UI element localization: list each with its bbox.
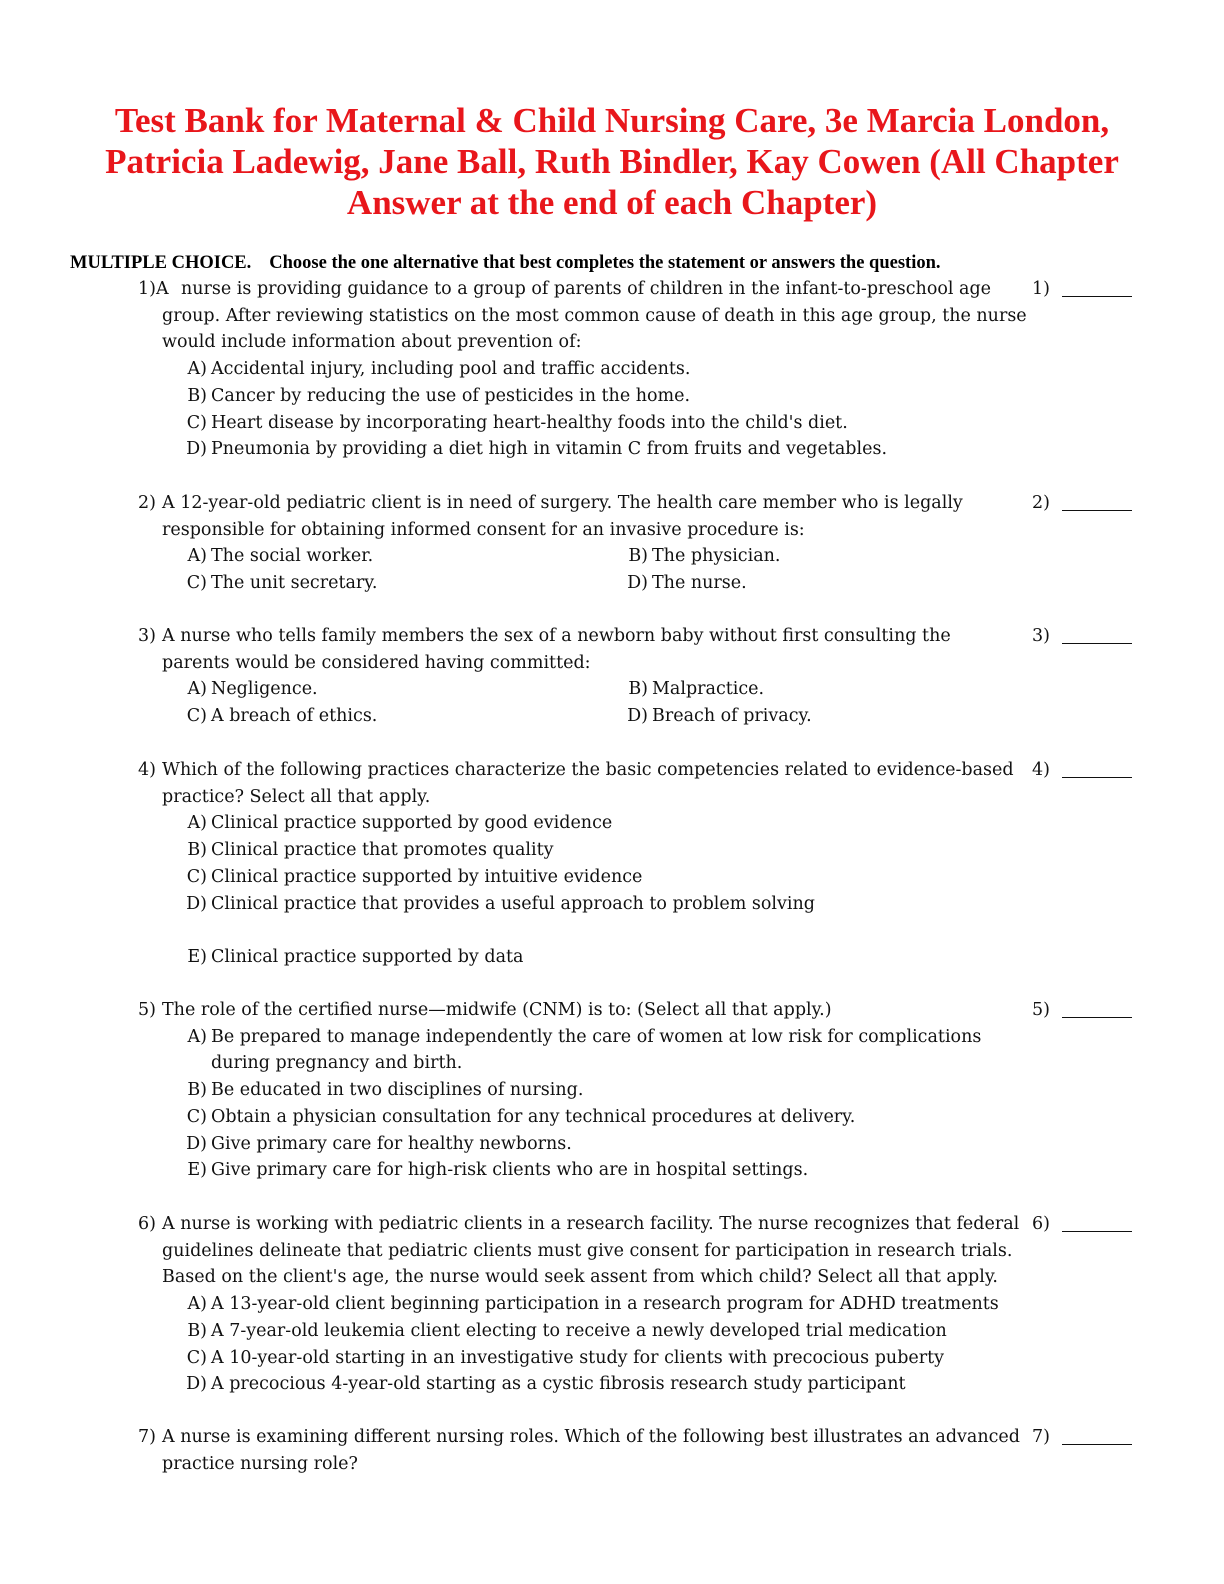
option-d [180,1131,572,1158]
answer-blank[interactable] [1062,296,1132,297]
question-text-line: A nurse is examining different nursing roles. Which of the following best illustrates an advanced [162,1427,1020,1447]
option-letter: A) [187,1294,207,1315]
question-text-line: group. After reviewing statistics on the most common cause of death in this age group, the nurse [162,305,1027,326]
answer-blank[interactable] [1062,1017,1132,1018]
option-text: A 13-year-old client beginning participation in a research program for ADHD treatments [211,1294,999,1315]
option-letter: C) [186,573,207,594]
option-letter: D) [186,893,207,914]
option-text: A precocious 4-year-old starting as a cystic fibrosis research study participant [211,1374,906,1395]
option-a [180,543,373,570]
option-text: Malpractice. [652,679,765,700]
option-text: A 10-year-old starting in an investigative study for clients with precocious puberty [211,1347,945,1368]
option-letter: A) [187,1026,207,1047]
option-text: Clinical practice that provides a useful approach to problem solving [211,893,815,914]
option-a [180,356,690,383]
option-c [180,703,377,730]
question-text-line: nurse is providing guidance to a group of parents of children in the infant-to-preschool age [181,279,992,299]
option-text: The physician. [652,546,781,567]
answer-blank[interactable] [1062,777,1132,778]
option-text: Clinical practice that promotes quality [211,840,554,861]
question-number: 7) [138,1427,156,1447]
question-text-line: A nurse is working with pediatric clients in a research facility. The nurse recognizes that federal [162,1214,1020,1234]
option-text: A breach of ethics. [211,706,378,727]
question-number: 3) [138,626,156,646]
option-a [180,676,318,703]
answer-slot-label: 6) [1032,1214,1050,1234]
option-c [180,410,848,437]
option-letter: D) [186,1374,207,1395]
option-b [180,1077,583,1104]
option-text: Be educated in two disciplines of nursing. [211,1080,584,1101]
question-text-line: A 12-year-old pediatric client is in need of surgery. The health care member who is legally [162,493,963,513]
option-letter: B) [187,385,207,406]
question-number: 2) [138,493,156,513]
option-text: Clinical practice supported by data [211,947,524,967]
question-text-line: would include information about prevention of: [162,332,582,353]
answer-slot-label: 2) [1032,493,1050,513]
question-number: 6) [138,1214,156,1234]
option-b [180,837,554,864]
option-d [180,891,815,918]
question-text-line: parents would be considered having committed: [162,652,591,673]
option-text: Be prepared to manage independently the care of women at low risk for complications [211,1026,982,1047]
question-text-line: The role of the certified nurse—midwife (CNM) is to: (Select all that apply.) [162,1000,832,1020]
option-letter: A) [187,546,207,567]
option-letter: B) [187,1080,207,1101]
option-letter: C) [186,1347,207,1368]
option-e [180,944,523,971]
option-letter: A) [187,813,207,834]
question-text-line: practice? Select all that apply. [162,786,431,807]
option-d [180,436,887,463]
option-text: The unit secretary. [211,573,378,594]
option-letter: D) [186,439,207,460]
question-number: 4) [138,760,156,780]
question-number: 5) [138,1000,156,1020]
answer-blank[interactable] [1062,510,1132,511]
option-letter: E) [187,1160,207,1181]
option-a [180,1291,999,1318]
option-c [180,570,377,597]
answer-slot-label: 4) [1032,760,1050,780]
answer-blank[interactable] [1062,643,1132,644]
option-text: A 7-year-old leukemia client electing to receive a newly developed trial medication [211,1320,947,1341]
question-text-line: Which of the following practices characterize the basic competencies related to evidence-based [162,760,1014,780]
option-text: The social worker. [211,546,374,567]
option-letter: E) [187,947,207,967]
option-c [180,864,642,891]
option-c [180,1345,944,1372]
option-e [180,1157,808,1184]
option-text: Give primary care for healthy newborns. [211,1133,572,1154]
option-letter: D) [627,573,648,594]
option-text: Heart disease by incorporating heart-healthy foods into the child's diet. [211,412,848,433]
document-title: Test Bank for Maternal & Child Nursing Care, 3e Marcia London, Patricia Ladewig, Jane Ball, Ruth Bindler, Kay Cowen (All Chapter Answer at the end of each Chapter) [105,101,1119,222]
option-letter: C) [186,412,207,433]
question-number: 1)A [138,279,169,299]
option-d [621,570,747,597]
option-text: Negligence. [211,679,318,700]
question-text-line: practice nursing role? [162,1453,358,1474]
option-d [621,703,812,730]
answer-slot-label: 1) [1032,279,1050,299]
option-d [180,1371,906,1398]
answer-slot-label: 3) [1032,626,1050,646]
option-text-continued: during pregnancy and birth. [211,1053,463,1074]
question-text-line: A nurse who tells family members the sex of a newborn baby without first consulting the [162,626,951,646]
option-letter: B) [628,546,648,567]
option-b [180,383,690,410]
option-a [180,810,612,837]
answer-blank[interactable] [1062,1231,1132,1232]
question-text-line: Based on the client's age, the nurse would seek assent from which child? Select all that apply. [162,1267,998,1288]
option-text: The nurse. [652,573,747,594]
option-text: Obtain a physician consultation for any technical procedures at delivery. [211,1106,856,1127]
option-c [180,1104,855,1131]
option-text: Pneumonia by providing a diet high in vitamin C from fruits and vegetables. [211,439,888,460]
section-label: MULTIPLE CHOICE. [70,253,252,273]
option-letter: D) [186,1133,207,1154]
option-b [180,1318,947,1345]
option-letter: C) [186,706,207,727]
option-letter: B) [187,1320,207,1341]
option-text: Give primary care for high-risk clients who are in hospital settings. [211,1160,809,1181]
option-text: Cancer by reducing the use of pesticides in the home. [211,385,691,406]
option-text: Clinical practice supported by good evidence [211,813,613,834]
option-letter: B) [187,840,207,861]
option-b [621,543,780,570]
option-text: Clinical practice supported by intuitive evidence [211,866,643,887]
option-letter: C) [186,866,207,887]
answer-slot-label: 5) [1032,1000,1050,1020]
option-text: Accidental injury, including pool and traffic accidents. [211,359,691,380]
option-letter: C) [186,1106,207,1127]
option-letter: B) [628,679,648,700]
question-text-line: guidelines delineate that pediatric clients must give consent for participation in research trials. [162,1240,1013,1261]
option-a [180,1024,981,1051]
answer-slot-label: 7) [1032,1427,1050,1447]
section-header [70,250,941,277]
option-b [621,676,764,703]
option-letter: D) [627,706,648,727]
option-letter: A) [187,679,207,700]
section-instruction: Choose the one alternative that best completes the statement or answers the question. [269,253,941,273]
option-text: Breach of privacy. [652,706,812,727]
answer-blank[interactable] [1062,1444,1132,1445]
question-text-line: responsible for obtaining informed consent for an invasive procedure is: [162,519,805,540]
option-letter: A) [187,359,207,380]
